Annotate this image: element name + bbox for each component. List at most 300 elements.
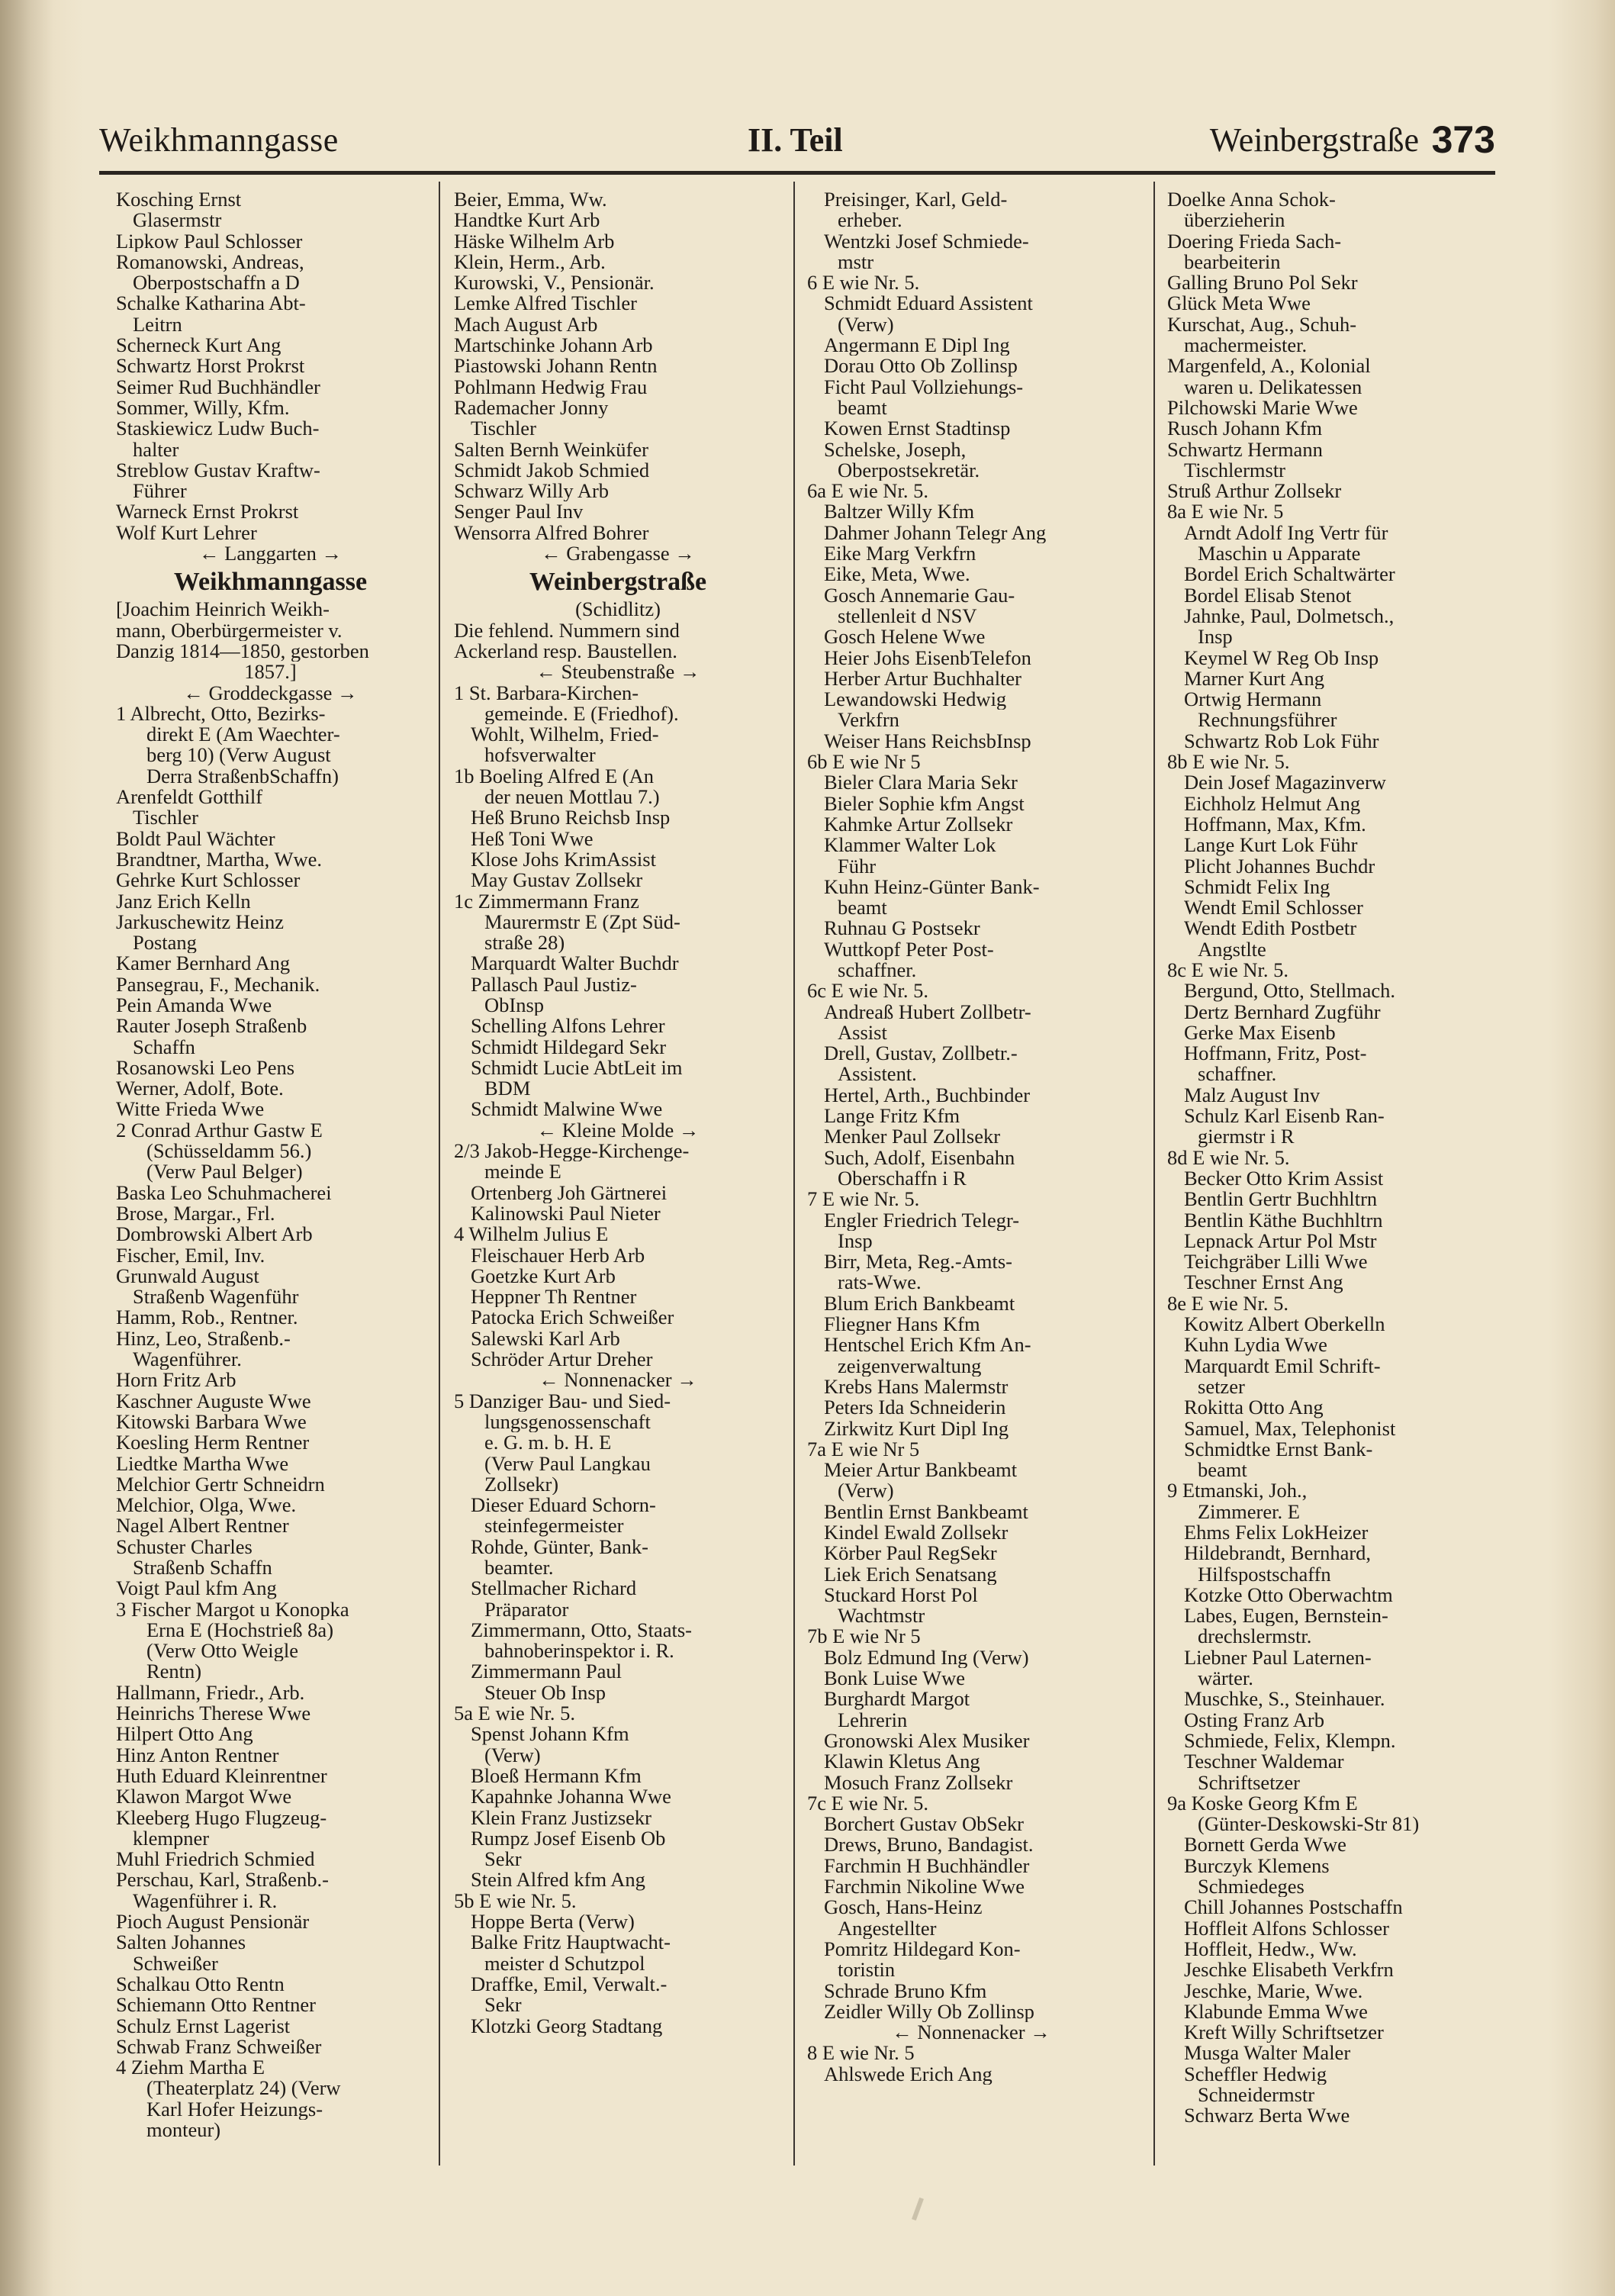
entry-line: meinde E (484, 1161, 561, 1183)
entry-line: Körber Paul RegSekr (824, 1543, 997, 1564)
entry-line: Kindel Ewald Zollsekr (824, 1522, 1009, 1544)
entry-line: Spenst Johann Kfm (471, 1724, 629, 1745)
entry-line: Kurowski, V., Pensionär. (454, 272, 655, 294)
book-gutter (0, 0, 53, 2296)
entry-line: Dorau Otto Ob Zollinsp (824, 356, 1018, 377)
entry-line: Salten Bernh Weinküfer (454, 439, 648, 460)
entry-line: halter (133, 439, 179, 460)
cross-street-marker: ← Steubenstraße → (536, 662, 700, 683)
entry-line: Hertel, Arth., Buchbinder (824, 1084, 1031, 1106)
entry-line: Baltzer Willy Kfm (824, 501, 975, 523)
entry-line: Schiemann Otto Rentner (116, 1995, 316, 2016)
street-heading: Weinbergstraße (529, 568, 707, 597)
entry-line: Burghardt Margot (824, 1689, 970, 1710)
entry-line: Kitowski Barbara Wwe (116, 1411, 307, 1433)
entry-line: Sekr (484, 1849, 522, 1870)
entry-line: Kapahnke Johanna Wwe (471, 1786, 671, 1808)
entry-line: Oberpostschaffn a D (133, 272, 300, 294)
entry-line: Schwartz Rob Lok Führ (1184, 730, 1379, 752)
entry-line: Bordel Elisab Stenot (1184, 584, 1352, 606)
entry-line: Tischlermstr (1184, 459, 1286, 481)
entry-line: Verkfrn (838, 710, 899, 731)
entry-line: Dombrowski Albert Arb (116, 1224, 313, 1245)
entry-line: (Schüsseldamm 56.) (146, 1141, 312, 1162)
entry-line: Schelling Alfons Lehrer (471, 1016, 665, 1037)
entry-line: Ehms Felix LokHeizer (1184, 1522, 1369, 1544)
entry-line: machermeister. (1184, 335, 1308, 356)
entry-line: Angestellter (838, 1918, 937, 1939)
entry-line: Wolf Kurt Lehrer (116, 522, 257, 544)
entry-line: Klein, Herm., Arb. (454, 251, 606, 273)
entry-line: Klammer Walter Lok (824, 835, 996, 856)
entry-line: Tischler (471, 418, 536, 440)
entry-line: Huth Eduard Kleinrentner (116, 1765, 327, 1787)
entry-line: Farchmin H Buchhändler (824, 1855, 1030, 1877)
entry-line: Schulz Karl Eisenb Ran- (1184, 1106, 1385, 1127)
entry-line: Heß Bruno Reichsb Insp (471, 807, 671, 829)
entry-line: Ahlswede Erich Ang (824, 2063, 992, 2085)
entry-line: Galling Bruno Pol Sekr (1167, 272, 1358, 294)
entry-line: 5a E wie Nr. 5. (454, 1703, 575, 1724)
entry-line: Bordel Erich Schaltwärter (1184, 564, 1395, 585)
entry-line: Klawin Kletus Ang (824, 1751, 980, 1773)
entry-line: Goetzke Kurt Arb (471, 1265, 616, 1287)
entry-line: Rusch Johann Kfm (1167, 418, 1323, 440)
entry-line: 8d E wie Nr. 5. (1167, 1147, 1290, 1168)
entry-line: Krebs Hans Malermstr (824, 1376, 1009, 1398)
entry-line: Struß Arthur Zollsekr (1167, 481, 1342, 502)
entry-line: (Verw) (838, 1480, 894, 1502)
entry-line: beamt (838, 397, 887, 419)
entry-line: Dahmer Johann Telegr Ang (824, 522, 1047, 544)
entry-line: Seimer Rud Buchhändler (116, 376, 320, 398)
entry-line: 7a E wie Nr 5 (807, 1438, 920, 1460)
entry-line: 8 E wie Nr. 5 (807, 2043, 915, 2064)
entry-line: monteur) (146, 2120, 221, 2141)
entry-line: Maurermstr E (Zpt Süd- (484, 911, 680, 933)
entry-line: Zimmermann, Otto, Staats- (471, 1619, 692, 1641)
entry-line: Muschke, S., Steinhauer. (1184, 1689, 1385, 1710)
entry-line: überzieherin (1184, 210, 1285, 231)
entry-line: straße 28) (484, 932, 565, 954)
entry-line: Kurschat, Aug., Schuh- (1167, 314, 1357, 336)
entry-line: Horn Fritz Arb (116, 1370, 236, 1391)
entry-line: Gosch, Hans-Heinz (824, 1897, 983, 1918)
entry-line: Hallmann, Friedr., Arb. (116, 1682, 305, 1704)
entry-line: Schweißer (133, 1953, 218, 1974)
entry-line: schaffner. (838, 959, 917, 981)
entry-line: Bonk Luise Wwe (824, 1668, 965, 1689)
entry-line: Stellmacher Richard (471, 1578, 637, 1599)
entry-line: Malz August Inv (1184, 1084, 1321, 1106)
entry-line: Rosanowski Leo Pens (116, 1057, 295, 1079)
entry-line: Burczyk Klemens (1184, 1855, 1330, 1877)
entry-line: Klose Johs KrimAssist (471, 849, 656, 871)
entry-line: Ficht Paul Vollziehungs- (824, 376, 1024, 398)
entry-line: Jarkuschewitz Heinz (116, 911, 285, 933)
entry-line: Brose, Margar., Frl. (116, 1203, 275, 1225)
column-divider (793, 182, 795, 2166)
entry-line: Drell, Gustav, Zollbetr.- (824, 1043, 1018, 1064)
entry-line: der neuen Mottlau 7.) (484, 787, 660, 808)
entry-line: Führer (133, 481, 187, 502)
entry-line: Muhl Friedrich Schmied (116, 1849, 315, 1870)
entry-line: Pilchowski Marie Wwe (1167, 397, 1358, 419)
entry-line: (Verw) (484, 1744, 541, 1766)
entry-line: Lehrerin (838, 1709, 908, 1731)
entry-line: Salewski Karl Arb (471, 1328, 620, 1350)
entry-line: Fischer, Emil, Inv. (116, 1245, 265, 1266)
entry-line: klempner (133, 1827, 210, 1850)
entry-line: Danzig 1814—1850, gestorben (116, 640, 369, 662)
entry-line: Wendt Emil Schlosser (1184, 897, 1363, 919)
entry-line: Mach August Arb (454, 314, 598, 336)
entry-line: Meier Artur Bankbeamt (824, 1460, 1018, 1481)
entry-line: 1 St. Barbara-Kirchen- (454, 682, 639, 704)
entry-line: Balke Fritz Hauptwacht- (471, 1932, 671, 1953)
entry-line: 8e E wie Nr. 5. (1167, 1293, 1288, 1315)
entry-line: Fleischauer Herb Arb (471, 1245, 645, 1266)
entry-line: Schmiede, Felix, Klempn. (1184, 1730, 1396, 1752)
entry-line: Staskiewicz Ludw Buch- (116, 418, 320, 440)
entry-line: Gosch Helene Wwe (824, 626, 986, 648)
entry-line: 8c E wie Nr. 5. (1167, 959, 1288, 981)
entry-line: Karl Hofer Heizungs- (146, 2098, 323, 2120)
entry-line: Mosuch Franz Zollsekr (824, 1772, 1013, 1793)
entry-line: Liebner Paul Laternen- (1184, 1647, 1372, 1669)
entry-line: BDM (484, 1078, 531, 1100)
entry-line: setzer (1198, 1376, 1245, 1398)
entry-line: 1c Zimmermann Franz (454, 890, 639, 912)
entry-line: Margenfeld, A., Kolonial (1167, 356, 1371, 377)
entry-line: Insp (1198, 626, 1233, 648)
entry-line: Herber Artur Buchhalter (824, 668, 1022, 690)
entry-line: Plicht Johannes Buchdr (1184, 855, 1375, 877)
entry-line: Hinz, Leo, Straßenb.- (116, 1328, 291, 1350)
entry-line: Lange Kurt Lok Führ (1184, 835, 1358, 856)
entry-line: Steuer Ob Insp (484, 1682, 606, 1704)
entry-line: Kalinowski Paul Nieter (471, 1203, 661, 1225)
entry-line: (Verw) (838, 314, 894, 336)
entry-line: Lewandowski Hedwig (824, 689, 1007, 710)
entry-line: Jeschke, Marie, Wwe. (1184, 1980, 1363, 2001)
entry-line: Nagel Albert Rentner (116, 1515, 289, 1537)
entry-line: Bieler Clara Maria Sekr (824, 772, 1018, 794)
entry-line: Weiser Hans ReichsbInsp (824, 730, 1031, 752)
entry-line: gemeinde. E (Friedhof). (484, 703, 679, 725)
entry-line: Lemke Alfred Tischler (454, 293, 637, 314)
entry-line: Arenfeldt Gotthilf (116, 787, 263, 808)
entry-line: Bentlin Ernst Bankbeamt (824, 1501, 1028, 1522)
entry-line: Gosch Annemarie Gau- (824, 584, 1015, 606)
entry-line: 1 Albrecht, Otto, Bezirks- (116, 703, 326, 725)
entry-line: Zollsekr) (484, 1473, 559, 1496)
entry-line: Gronowski Alex Musiker (824, 1730, 1030, 1752)
entry-line: Pallasch Paul Justiz- (471, 974, 637, 995)
entry-line: 2 Conrad Arthur Gastw E (116, 1119, 323, 1142)
entry-line: Kosching Ernst (116, 189, 242, 211)
entry-line: Witte Frieda Wwe (116, 1099, 265, 1120)
entry-line: 6a E wie Nr. 5. (807, 481, 928, 502)
entry-line: mann, Oberbürgermeister v. (116, 620, 343, 641)
header-part-title: II. Teil (748, 121, 843, 159)
entry-line: Leitrn (133, 314, 182, 336)
entry-line: Eichholz Helmut Ang (1184, 793, 1361, 814)
entry-line: Kuhn Heinz-Günter Bank- (824, 876, 1040, 898)
entry-line: Heppner Th Rentner (471, 1286, 637, 1308)
entry-line: Dein Josef Magazinverw (1184, 772, 1386, 794)
directory-column-2 (454, 189, 782, 2037)
cross-street-marker: ← Kleine Molde → (536, 1119, 700, 1142)
entry-line: Kowitz Albert Oberkelln (1184, 1314, 1385, 1335)
entry-line: Arndt Adolf Ing Vertr für (1184, 522, 1388, 544)
entry-line: Streblow Gustav Kraftw- (116, 459, 320, 481)
entry-line: Schmidt Malwine Wwe (471, 1099, 663, 1120)
entry-line: Wagenführer. (133, 1349, 242, 1370)
entry-line: Piastowski Johann Rentn (454, 356, 658, 377)
entry-line: bearbeiterin (1184, 251, 1281, 273)
entry-line: Häske Wilhelm Arb (454, 230, 615, 252)
entry-line: Dertz Bernhard Zugführ (1184, 1001, 1381, 1022)
entry-line: Wagenführer i. R. (133, 1890, 278, 1912)
entry-line: Melchior, Olga, Wwe. (116, 1495, 297, 1516)
entry-line: Kaschner Auguste Wwe (116, 1390, 311, 1412)
entry-line: Klabunde Emma Wwe (1184, 2001, 1368, 2023)
entry-line: Heinrichs Therese Wwe (116, 1703, 311, 1724)
entry-line: Gehrke Kurt Schlosser (116, 870, 301, 891)
entry-line: Blum Erich Bankbeamt (824, 1293, 1015, 1315)
entry-line: Handtke Kurt Arb (454, 210, 600, 231)
entry-line: Teschner Ernst Ang (1184, 1272, 1343, 1293)
entry-line: Lipkow Paul Schlosser (116, 230, 303, 252)
entry-line: Hoffmann, Fritz, Post- (1184, 1043, 1367, 1064)
entry-line: Such, Adolf, Eisenbahn (824, 1147, 1015, 1168)
entry-line: Samuel, Max, Telephonist (1184, 1418, 1396, 1439)
entry-line: Borchert Gustav ObSekr (824, 1814, 1024, 1835)
entry-line: Wachtmstr (838, 1605, 925, 1627)
entry-line: Farchmin Nikoline Wwe (824, 1876, 1025, 1898)
entry-line: Schalke Katharina Abt- (116, 293, 306, 314)
column-divider (1153, 182, 1155, 2166)
entry-line: stellenleit d NSV (838, 605, 977, 627)
entry-line: Labes, Eugen, Bernstein- (1184, 1605, 1388, 1627)
entry-line: Marquardt Emil Schrift- (1184, 1355, 1381, 1377)
entry-line: Straßenb Wagenführ (133, 1286, 299, 1308)
entry-line: Schmidtke Ernst Bank- (1184, 1438, 1373, 1460)
entry-line: 7 E wie Nr. 5. (807, 1189, 920, 1210)
entry-line: Janz Erich Kelln (116, 890, 251, 912)
entry-line: Oberpostsekretär. (838, 459, 980, 481)
entry-line: Angstlte (1198, 939, 1266, 960)
entry-line: Postang (133, 932, 197, 954)
entry-line: 8b E wie Nr. 5. (1167, 752, 1290, 773)
entry-line: Brandtner, Martha, Wwe. (116, 849, 322, 871)
entry-line: bahnoberinspektor i. R. (484, 1641, 674, 1662)
entry-line: Bergund, Otto, Stellmach. (1184, 981, 1395, 1002)
entry-line: Marquardt Walter Buchdr (471, 953, 679, 974)
entry-line: Hoffleit, Hedw., Ww. (1184, 1938, 1357, 1960)
entry-line: Hoppe Berta (Verw) (471, 1911, 635, 1933)
entry-line: Schmidt Eduard Assistent (824, 293, 1033, 314)
entry-line: giermstr i R (1198, 1126, 1295, 1148)
running-header (99, 118, 1495, 174)
cross-street-marker: ← Langgarten → (199, 543, 342, 565)
entry-line: Zeidler Willy Ob Zollinsp (824, 2001, 1034, 2023)
entry-line: 2/3 Jakob-Hegge-Kirchenge- (454, 1141, 690, 1162)
entry-line: Scherneck Kurt Ang (116, 335, 281, 356)
entry-line: [Joachim Heinrich Weikh- (116, 599, 330, 620)
entry-line: Schulz Ernst Lagerist (116, 2015, 291, 2037)
entry-line: Kreft Willy Schriftsetzer (1184, 2022, 1384, 2043)
entry-line: Kowen Ernst Stadtinsp (824, 418, 1011, 440)
entry-line: Pomritz Hildegard Kon- (824, 1938, 1021, 1960)
entry-line: Maschin u Apparate (1198, 543, 1361, 565)
entry-line: erheber. (838, 210, 902, 231)
entry-line: Rentn) (146, 1661, 202, 1683)
entry-line: Osting Franz Arb (1184, 1709, 1325, 1731)
entry-line: Engler Friedrich Telegr- (824, 1209, 1020, 1231)
header-left-street: Weikhmanngasse (99, 121, 339, 159)
entry-line: Tischler (133, 807, 198, 829)
entry-line: Hoffmann, Max, Kfm. (1184, 813, 1366, 836)
entry-line: Schmiedeges (1198, 1876, 1305, 1898)
entry-line: Zimmerer. E (1198, 1501, 1300, 1522)
entry-line: Jeschke Elisabeth Verkfrn (1184, 1959, 1394, 1981)
entry-line: Schmidt Lucie AbtLeit im (471, 1057, 683, 1079)
entry-line: Melchior Gertr Schneidrn (116, 1473, 325, 1496)
entry-line: Kahmke Artur Zollsekr (824, 813, 1013, 836)
entry-line: Bolz Edmund Ing (Verw) (824, 1647, 1029, 1669)
entry-line: Derra StraßenbSchaffn) (146, 765, 339, 787)
entry-line: Liedtke Martha Wwe (116, 1453, 289, 1474)
entry-line: Hildebrandt, Bernhard, (1184, 1543, 1372, 1564)
entry-line: Drews, Bruno, Bandagist. (824, 1834, 1034, 1856)
entry-line: Bentlin Käthe Buchhltrn (1184, 1209, 1383, 1231)
entry-line: Voigt Paul kfm Ang (116, 1578, 277, 1599)
entry-line: Assist (838, 1022, 887, 1044)
entry-line: Boldt Paul Wächter (116, 828, 275, 849)
entry-line: Rumpz Josef Eisenb Ob (471, 1827, 666, 1850)
entry-line: Senger Paul Inv (454, 501, 584, 523)
header-right-street: Weinbergstraße (1209, 121, 1419, 159)
entry-line: Heß Toni Wwe (471, 828, 594, 849)
entry-line: Stein Alfred kfm Ang (471, 1869, 645, 1891)
cross-street-marker: ← Grabengasse → (541, 543, 695, 565)
entry-line: Stuckard Horst Pol (824, 1584, 978, 1606)
entry-line: Hoffleit Alfons Schlosser (1184, 1918, 1389, 1939)
entry-line: Schneidermstr (1198, 2085, 1315, 2106)
entry-line: Hilfspostschaffn (1198, 1563, 1331, 1585)
directory-column-1 (116, 189, 425, 2140)
entry-line: Doelke Anna Schok- (1167, 189, 1336, 211)
entry-line: Glasermstr (133, 210, 222, 231)
entry-line: Schmidt Felix Ing (1184, 876, 1330, 898)
entry-line: Rechnungsführer (1198, 710, 1337, 731)
entry-line: beamter. (484, 1557, 554, 1579)
entry-line: schaffner. (1198, 1064, 1277, 1085)
entry-line: Kuhn Lydia Wwe (1184, 1335, 1327, 1356)
entry-line: Bloeß Hermann Kfm (471, 1765, 642, 1787)
entry-line: Straßenb Schaffn (133, 1557, 272, 1579)
entry-line: Pohlmann Hedwig Frau (454, 376, 648, 398)
entry-line: 8a E wie Nr. 5 (1167, 501, 1284, 523)
entry-line: Hamm, Rob., Rentner. (116, 1307, 298, 1328)
entry-line: Zimmermann Paul (471, 1661, 622, 1683)
entry-line: 3 Fischer Margot u Konopka (116, 1599, 349, 1620)
entry-line: 4 Wilhelm Julius E (454, 1224, 609, 1245)
entry-line: Peters Ida Schneiderin (824, 1397, 1006, 1418)
entry-line: Heier Johs EisenbTelefon (824, 647, 1031, 668)
entry-line: Koesling Herm Rentner (116, 1432, 310, 1454)
entry-line: Dieser Eduard Schorn- (471, 1495, 656, 1516)
entry-line: wärter. (1198, 1668, 1253, 1689)
entry-line: mstr (838, 251, 874, 273)
entry-line: Insp (838, 1230, 873, 1252)
entry-line: Die fehlend. Nummern sind (454, 620, 680, 641)
entry-line: May Gustav Zollsekr (471, 870, 643, 891)
entry-line: Doering Frieda Sach- (1167, 230, 1342, 252)
entry-line: Lepnack Artur Pol Mstr (1184, 1230, 1377, 1252)
entry-line: Klawon Margot Wwe (116, 1786, 292, 1808)
entry-line: Erna E (Hochstrieß 8a) (146, 1619, 334, 1641)
directory-column-3 (807, 189, 1135, 2085)
entry-line: Klein Franz Justizsekr (471, 1807, 651, 1828)
entry-line: waren u. Delikatessen (1184, 376, 1362, 398)
entry-line: Wendt Edith Postbetr (1184, 918, 1357, 939)
entry-line: Wensorra Alfred Bohrer (454, 522, 649, 544)
entry-line: Birr, Meta, Reg.-Amts- (824, 1251, 1012, 1273)
entry-line: Schrade Bruno Kfm (824, 1980, 987, 2001)
entry-line: beamt (1198, 1460, 1247, 1481)
entry-line: Preisinger, Karl, Geld- (824, 189, 1008, 211)
entry-line: Fliegner Hans Kfm (824, 1314, 980, 1335)
entry-line: Schmidt Hildegard Sekr (471, 1036, 667, 1058)
entry-line: Hilpert Otto Ang (116, 1724, 253, 1745)
entry-line: Hentschel Erich Kfm An- (824, 1335, 1031, 1356)
entry-line: Ackerland resp. Baustellen. (454, 640, 677, 662)
entry-line: Baska Leo Schuhmacherei (116, 1182, 332, 1203)
entry-line: Ruhnau G Postsekr (824, 918, 980, 939)
entry-line: ObInsp (484, 994, 545, 1016)
entry-line: Gerke Max Eisenb (1184, 1022, 1336, 1044)
street-heading: Weikhmanngasse (173, 568, 368, 597)
entry-line: rats-Wwe. (838, 1272, 922, 1293)
entry-line: Schwarz Willy Arb (454, 481, 610, 502)
entry-line: Becker Otto Krim Assist (1184, 1167, 1384, 1190)
entry-line: Schriftsetzer (1198, 1772, 1300, 1793)
entry-line: Rademacher Jonny (454, 397, 609, 419)
entry-line: Führ (838, 855, 877, 877)
entry-line: beamt (838, 897, 887, 919)
entry-line: Schröder Artur Dreher (471, 1349, 653, 1370)
entry-line: Kleeberg Hugo Flugzeug- (116, 1807, 327, 1828)
entry-line: Pansegrau, F., Mechanik. (116, 974, 320, 995)
cross-street-marker: ← Groddeckgasse → (183, 682, 358, 704)
entry-line: Ortenberg Joh Gärtnerei (471, 1182, 668, 1203)
entry-line: Patocka Erich Schweißer (471, 1307, 674, 1328)
entry-line: Schwab Franz Schweißer (116, 2036, 322, 2058)
entry-line: (Verw Paul Belger) (146, 1161, 303, 1183)
entry-line: lungsgenossenschaft (484, 1411, 651, 1433)
cross-street-marker: (Schidlitz) (575, 599, 661, 620)
entry-line: steinfegermeister (484, 1515, 624, 1537)
entry-line: Liek Erich Senatsang (824, 1563, 997, 1585)
cross-street-marker: ← Nonnenacker → (539, 1370, 697, 1391)
entry-line: 7c E wie Nr. 5. (807, 1792, 928, 1815)
entry-line: Lange Fritz Kfm (824, 1106, 960, 1127)
entry-line: Beier, Emma, Ww. (454, 189, 607, 211)
entry-line: Präparator (484, 1599, 569, 1620)
